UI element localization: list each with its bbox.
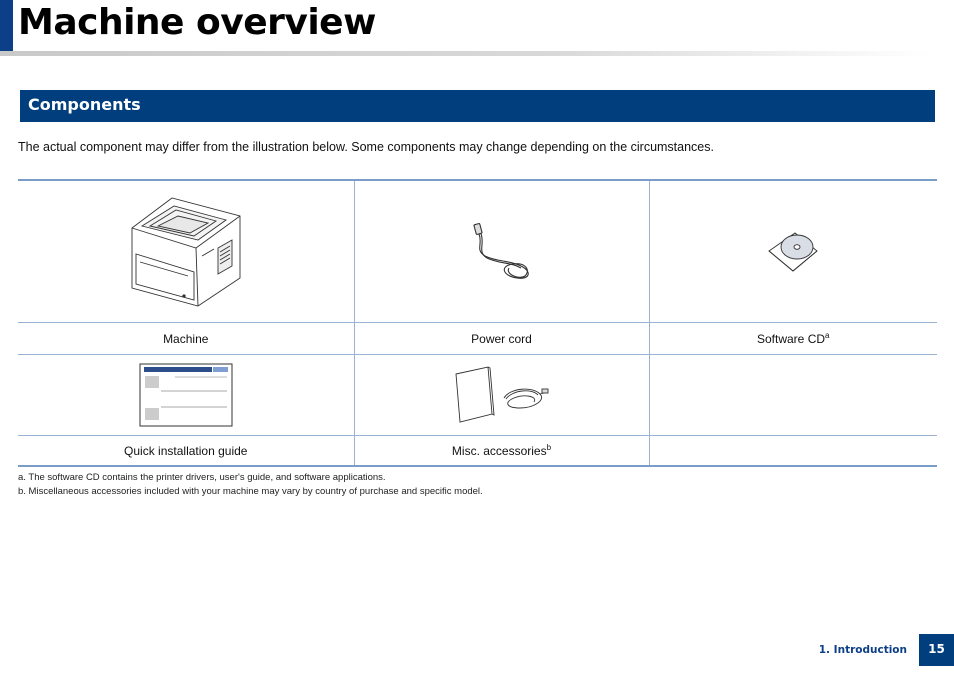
footnote-b: b. Miscellaneous accessories included with your machine may vary by country of purchase and specific model. [18, 486, 483, 497]
page-number: 15 [919, 634, 954, 666]
page-title: Machine overview [18, 2, 376, 43]
accessories-icon [454, 366, 550, 424]
footnotes [18, 472, 483, 500]
component-label-power-cord: Power cord [354, 323, 649, 355]
empty-image-cell [649, 355, 937, 436]
software-cd-image-cell [649, 180, 937, 323]
guide-image-cell [18, 355, 354, 436]
intro-text: The actual component may differ from the illustration below. Some components may change depending on the circumstances. [18, 140, 714, 154]
power-cord-image-cell [354, 180, 649, 323]
component-label-accessories: Misc. accessories$^b$ [354, 436, 649, 467]
component-label-guide: Quick installation guide [18, 436, 354, 467]
section-header [20, 90, 935, 122]
title-rule [0, 51, 930, 56]
component-label-software-cd: Software $CD^a$ [649, 323, 937, 355]
footnote-ref-b: b [546, 442, 552, 452]
component-label-machine: Machine [18, 323, 354, 355]
footnote-ref-a: a [825, 330, 830, 340]
footnote-a: a. The software CD contains the printer drivers, user's guide, and software applications. [18, 472, 386, 483]
footer-chapter: 1. Introduction [818, 644, 907, 656]
title-accent-bar [0, 0, 13, 52]
guide-icon [139, 363, 233, 427]
software-cd-icon [767, 231, 819, 273]
power-cord-icon [469, 222, 535, 282]
accessories-image-cell [354, 355, 649, 436]
machine-image-cell [18, 180, 354, 323]
empty-label-cell [649, 436, 937, 467]
components-table [18, 179, 937, 467]
printer-icon [128, 196, 244, 308]
section-title: Components [28, 95, 141, 114]
